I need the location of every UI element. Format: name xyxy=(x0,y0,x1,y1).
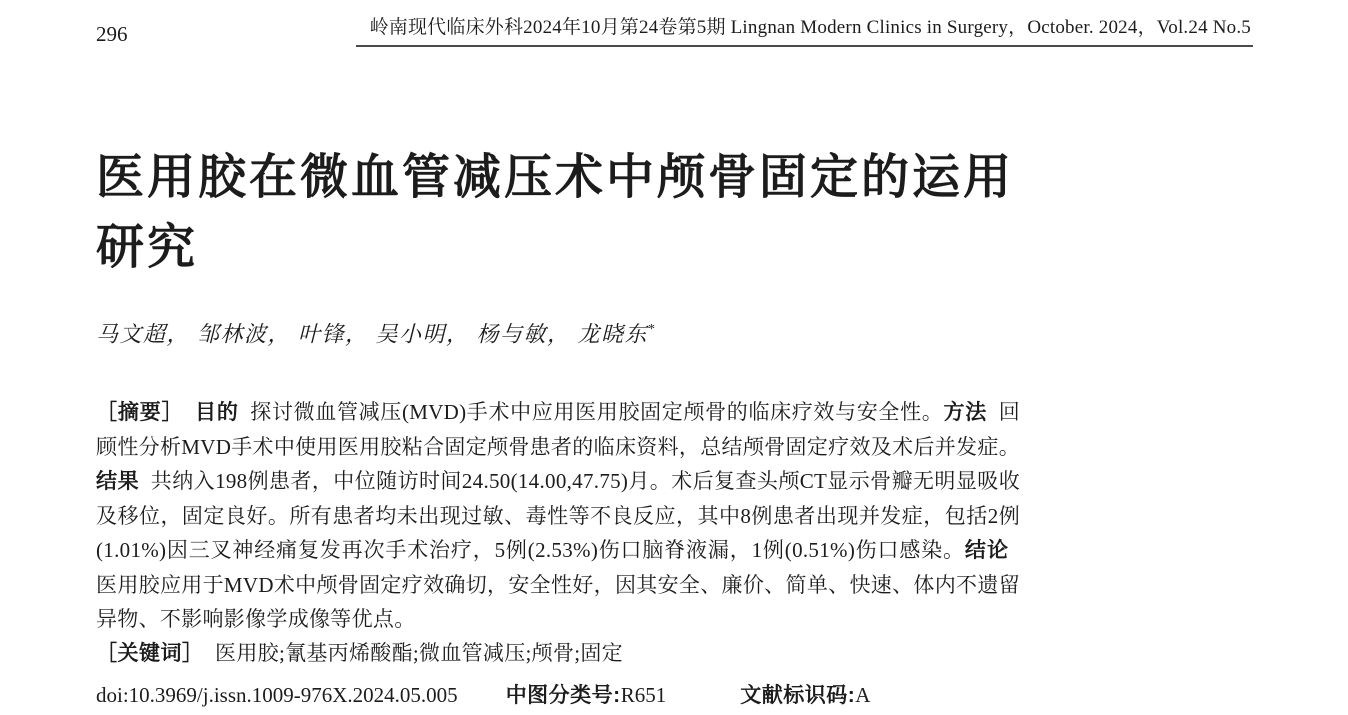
clc-value: R651 xyxy=(620,683,667,708)
corresponding-author-marker: * xyxy=(648,322,657,337)
doc-code-value: A xyxy=(855,683,871,708)
abstract-results-label: 结果 xyxy=(96,470,140,494)
author-names: 马文超， 邹林波， 叶锋， 吴小明， 杨与敏， 龙晓东 xyxy=(96,321,649,347)
article xyxy=(96,143,1020,713)
author-line xyxy=(96,315,1020,349)
running-header xyxy=(96,16,1253,47)
keywords-label: ［关键词］ xyxy=(96,642,204,666)
journal-header-line: 岭南现代临床外科2024年10月第24卷第5期 Lingnan Modern Clinics in Surgery，October. 2024，Vol.24 No.5 xyxy=(356,16,1253,47)
article-meta-line xyxy=(96,678,1020,713)
abstract-objective-text: 探讨微血管减压(MVD)手术中应用医用胶固定颅骨的临床疗效与安全性。 xyxy=(250,400,944,425)
abstract-results-text: 共纳入198例患者，中位随访时间24.50(14.00,47.75)月。术后复查头颅CT显示骨瓣无明显吸收及移位，固定良好。所有患者均未出现过敏、毒性等不良反应，其中8例患者出现并发症，包括2例(1.01%)因三叉神经痛复发再次手术治疗，5例(2.53%)伤口脑脊液漏，1例(0.51%)伤口感染。 xyxy=(96,469,1020,563)
page-number: 296 xyxy=(96,22,128,46)
keywords-line xyxy=(96,636,1020,671)
abstract-label: ［摘要］ xyxy=(96,401,184,425)
abstract-objective-label: 目的 xyxy=(195,401,239,425)
abstract-methods-label: 方法 xyxy=(943,401,988,425)
doc-code-item xyxy=(740,678,870,713)
article-title: 医用胶在微血管减压术中颅骨固定的运用研究 xyxy=(96,151,1015,274)
abstract-conclusion-text: 医用胶应用于MVD术中颅骨固定疗效确切，安全性好，因其安全、廉价、简单、快速、体内不遗留异物、不影响影像学成像等优点。 xyxy=(96,573,1020,632)
abstract-methods-text: 回顾性分析MVD手术中使用医用胶粘合固定颅骨患者的临床资料，总结颅骨固定疗效及术后并发症。 xyxy=(96,400,1021,460)
abstract-conclusion-label: 结论 xyxy=(964,539,1009,563)
clc-label: 中图分类号: xyxy=(505,684,621,708)
doc-code-label: 文献标识码: xyxy=(740,684,856,708)
keywords-text: 医用胶;氰基丙烯酸酯;微血管减压;颅骨;固定 xyxy=(215,641,623,666)
abstract-paragraph xyxy=(96,395,1020,636)
clc-item xyxy=(506,678,667,713)
doi: doi:10.3969/j.issn.1009-976X.2024.05.005 xyxy=(96,683,458,708)
